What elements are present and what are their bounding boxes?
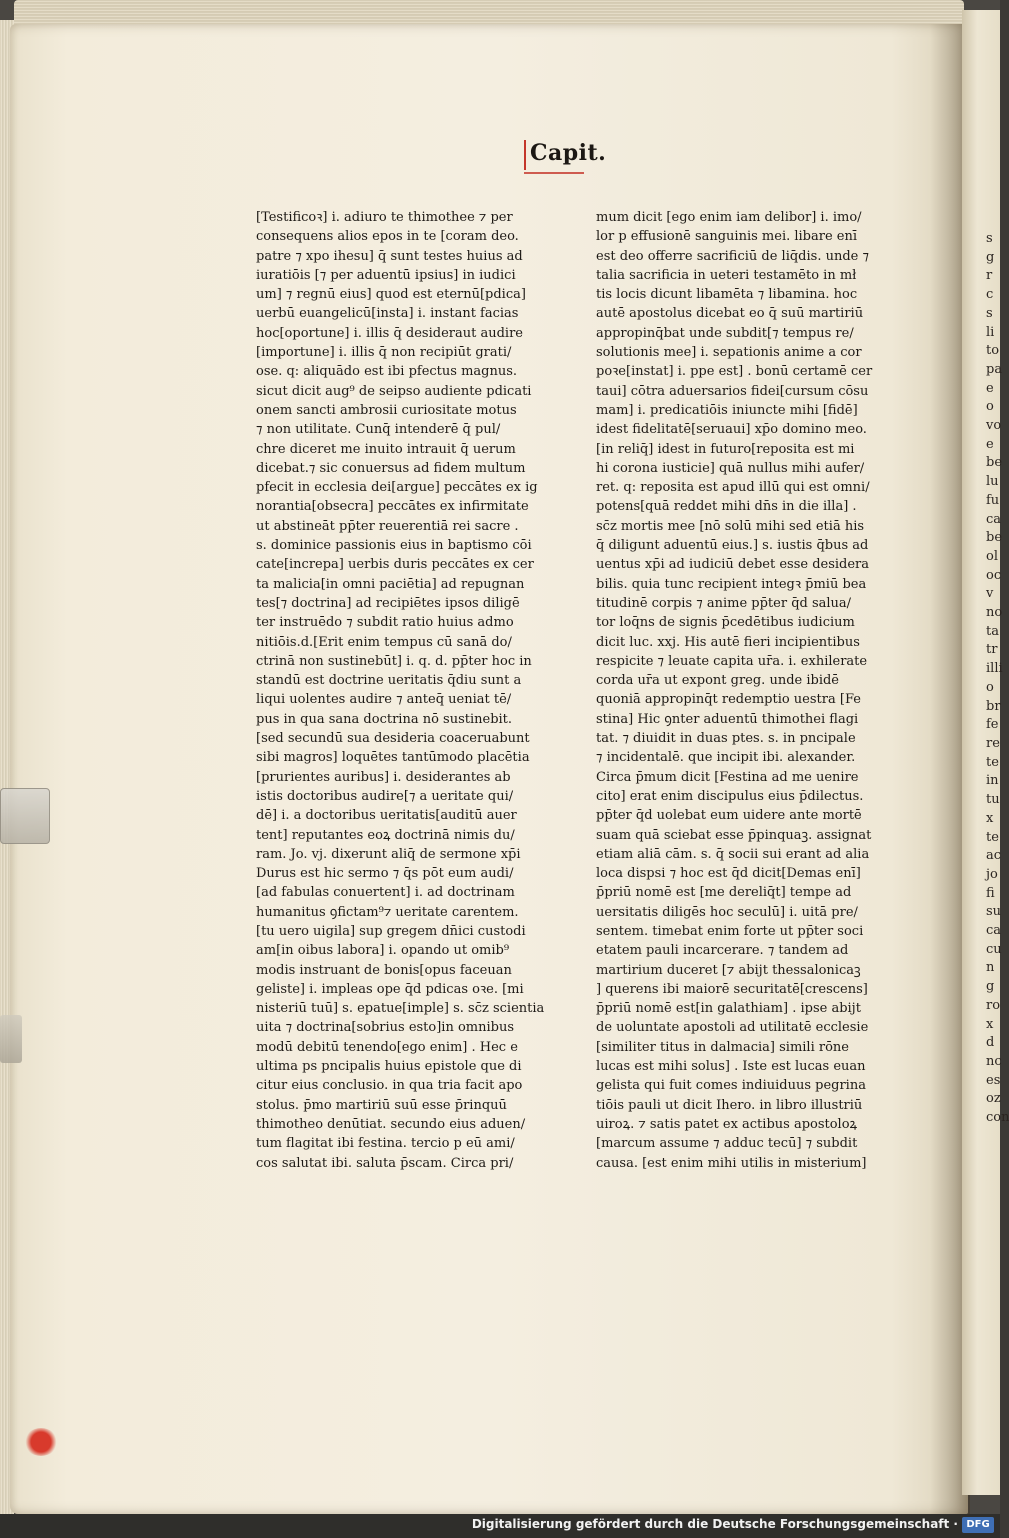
rubric-mark (524, 140, 526, 170)
facing-page-fragment: oz (986, 1091, 1001, 1107)
text-line: pus in qua sana doctrina nō sustinebit. (256, 711, 513, 727)
facing-page-fragment: vo (986, 418, 1002, 434)
text-line: [prurientes auribus] i. desiderantes ab (256, 769, 511, 785)
text-line: [Testificoꝛ] i. adiuro te thimothee ⁊ per (256, 210, 513, 225)
text-line: um] ⁊ regnū eius] quod est eternū[pdica] (256, 287, 526, 303)
text-line: nitiōis.d.[Erit enim tempus cū sanā do/ (256, 634, 512, 650)
text-line: etatem pauli incarcerare. ⁊ tandem ad (596, 943, 849, 959)
text-line: [sed secundū sua desideria coaceruabunt (256, 731, 530, 747)
text-line: dicebat.⁊ sic conuersus ad fidem multum (256, 460, 526, 476)
text-line: titudinē corpis ⁊ anime pp̄ter q̄d salua/ (596, 595, 852, 611)
text-line: gelista qui fuit comes indiuiduus pegrina (596, 1078, 866, 1094)
text-line: ter instruēdo ⁊ subdit ratio huius admo (256, 615, 514, 631)
facing-page-fragment: es (986, 1072, 1001, 1088)
facing-page-fragment: to (986, 343, 1000, 359)
text-line: ctrinā non sustinebūt] i. q. d. pp̄ter hoc in (256, 653, 532, 669)
text-line: citur eius conclusio. in qua tria facit apo (256, 1078, 523, 1094)
text-line: consequens alios epos in te [coram deo. (256, 229, 519, 245)
text-line: mum dicit [ego enim iam delibor] i. imo/ (596, 210, 862, 225)
facing-page-fragment: fe (986, 717, 999, 733)
text-line: sibi magros] loquētes tantūmodo placētia (256, 750, 530, 766)
text-line: ut abstineāt pp̄ter reuerentiā rei sacre . (256, 518, 519, 534)
facing-page-fragment: be (986, 530, 1003, 546)
text-line: corda ur̄a ut expont greg. unde ibidē (596, 673, 839, 689)
facing-page-fragment: e (986, 436, 994, 452)
text-line: tum flagitat ibi festina. tercio p eū ami/ (256, 1136, 515, 1152)
facing-page-fragment: in (986, 773, 999, 789)
facing-page-fragment: ta (986, 623, 999, 639)
text-line: solutionis mee] i. sepationis anime a cor (596, 345, 862, 361)
facing-page-fragment: cu (986, 941, 1002, 957)
facing-page-fragment: v (986, 586, 994, 602)
text-line: patre ⁊ xpo ihesu] q̄ sunt testes huius ad (256, 248, 523, 264)
facing-page-fragment: te (986, 754, 999, 770)
facing-page-fragment: be (986, 455, 1003, 471)
text-line: uersitatis diligēs hoc seculū] i. uitā pre/ (596, 904, 858, 920)
facing-page-fragment: su (986, 904, 1002, 920)
text-line: mam] i. predicatiōis iniuncte mihi [fidē] (596, 402, 858, 418)
text-line: tis locis dicunt libamēta ⁊ libamina. hoc (596, 287, 858, 303)
footer-credit: Digitalisierung gefördert durch die Deutsche Forschungsgemeinschaft · (471, 1517, 958, 1531)
text-line: dē] i. a doctoribus ueritatis[auditū auer (256, 808, 517, 824)
text-line: martirium duceret [⁊ abijt thessalonicaꝫ (596, 962, 861, 978)
text-line: stina] Hic ꝯnter aduentū thimothei flagi (596, 711, 859, 727)
facing-page-fragment: jo (986, 866, 998, 882)
text-line: standū est doctrine ueritatis q̄diu sunt a (256, 673, 522, 689)
text-line: p̄priū nomē est [me dereliq̄t] tempe ad (596, 885, 852, 901)
facing-page-fragment: g (986, 249, 995, 265)
text-line: poꝛe[instat] i. ppe est] . bonū certamē cer (596, 364, 873, 380)
facing-page-fragment: no (986, 605, 1003, 621)
text-line: q̄ diligunt aduentū eius.] s. iustis q̄bus ad (596, 538, 869, 554)
text-line: istis doctoribus audire[⁊ a ueritate qui/ (256, 788, 514, 804)
facing-page-fragment: ol (986, 548, 998, 564)
red-stain (24, 1428, 58, 1456)
text-line: modis instruant de bonis[opus faceuan (256, 962, 512, 978)
text-line: cate[increpa] uerbis duris peccātes ex cer (256, 557, 534, 573)
text-line: talia sacrificia in ueteri testamēto in mł (596, 267, 857, 283)
text-line: tor loq̄ns de signis p̄cedētibus iudicium (596, 615, 855, 631)
text-line: uita ⁊ doctrina[sobrius esto]in omnibus (256, 1020, 515, 1036)
facing-page-fragment: nc (986, 1053, 1002, 1069)
text-line: de uoluntate apostoli ad utilitatē ecclesie (596, 1020, 869, 1036)
text-line: pfecit in ecclesia dei[argue] peccātes ex ig (256, 480, 538, 496)
text-line: uerbū euangelicū[insta] i. instant facias (256, 306, 519, 322)
text-line: modū debitū tenendo[ego enim] . Hec e (256, 1039, 518, 1055)
text-line: bilis. quia tunc recipient integꝛ p̄miū bea (596, 576, 867, 592)
text-line: etiam aliā cām. s. q̄ socii sui erant ad alia (596, 846, 870, 862)
facing-page-fragment: ac (986, 848, 1002, 864)
text-line: [in reliq̄] idest in futuro[reposita est mi (596, 441, 855, 457)
facing-page-fragment: illi (986, 661, 1003, 677)
facing-page-fragment: ca (986, 511, 1002, 527)
text-column-left (256, 208, 546, 1173)
text-line: geliste] i. impleas ope q̄d pdicas oꝛe. [mi (256, 981, 524, 997)
text-line: Circa p̄mum dicit [Festina ad me uenire (596, 769, 859, 785)
facing-page-fragment: con (986, 1110, 1009, 1126)
facing-page-fragment: d (986, 1035, 995, 1051)
text-line: [ad fabulas conuertent] i. ad doctrinam (256, 885, 515, 901)
facing-page-fragment: re (986, 735, 1000, 751)
text-line: potens[quā reddet mihi dn̄s in die illa] . (596, 499, 857, 515)
text-line: [similiter titus in dalmacia] simili rōne (596, 1039, 849, 1055)
text-line: ram. Jo. vj. dixerunt aliq̄ de sermone xp̄i (256, 846, 521, 862)
text-line: iuratiōis [⁊ per aduentū ipsius] in iudici (256, 267, 516, 283)
text-line: ta malicia[in omni paciētia] ad repugnan (256, 576, 525, 592)
text-line: humanitus ꝯfictam⁹⁊ ueritate carentem. (256, 904, 519, 920)
clip-holder-lower (0, 1015, 22, 1063)
text-line: [importune] i. illis q̄ non recipiūt grati/ (256, 345, 512, 361)
facing-page-fragment: x (986, 810, 994, 826)
text-line: s. dominice passionis eius in baptismo cōi (256, 538, 532, 554)
text-column-right (596, 208, 886, 1173)
text-line: lor p effusionē sanguinis mei. libare enī (596, 229, 858, 245)
text-line: thimotheo denūtiat. secundo eius aduen/ (256, 1116, 526, 1132)
text-line: sc̄z mortis mee [nō solū mihi sed etiā his (596, 518, 865, 534)
facing-page-fragment: oc (986, 567, 1002, 583)
facing-page-fragment: e (986, 380, 994, 396)
facing-page-fragment: x (986, 1016, 994, 1032)
text-line: p̄priū nomē est[in galathiam] . ipse abijt (596, 1001, 861, 1017)
facing-page-fragment: o (986, 679, 994, 695)
text-line: loca dispsi ⁊ hoc est q̄d dicit[Demas enī] (596, 866, 861, 882)
text-line: hoc[oportune] i. illis q̄ desideraut audire (256, 325, 523, 341)
clip-holder (0, 788, 50, 844)
facing-page-fragment: r (986, 268, 993, 284)
text-line: sicut dicit aug⁹ de seipso audiente pdicati (256, 383, 532, 399)
facing-page-fragment: tu (986, 792, 1000, 808)
text-line: liqui uolentes audire ⁊ anteq̄ ueniat tē/ (256, 692, 512, 708)
facing-page-fragment: c (986, 287, 994, 303)
facing-page-fragment: ro (986, 997, 1001, 1013)
facing-page-fragment: o (986, 399, 994, 415)
text-line: ⁊ incidentalē. que incipit ibi. alexander. (596, 750, 856, 766)
text-line: lucas est mihi solus] . Iste est lucas euan (596, 1059, 866, 1075)
text-line: est deo offerre sacrificiū de liq̄dis. unde ⁊ (596, 248, 869, 264)
facing-page-fragment: n (986, 960, 995, 976)
facing-page-fragment: br (986, 698, 1001, 714)
facing-page-fragment: li (986, 324, 995, 340)
text-line: appropinq̄bat unde subdit[⁊ tempus re/ (596, 325, 854, 341)
facing-page-fragment: s (986, 305, 993, 321)
text-line: norantia[obsecra] peccātes ex infirmitate (256, 499, 529, 515)
text-line: tat. ⁊ diuidit in duas ptes. s. in pncipale (596, 731, 856, 747)
text-line: causa. [est enim mihi utilis in misterium] (596, 1155, 867, 1171)
text-line: [tu uero uigila] sup gregem dn̄ici custodi (256, 923, 526, 939)
text-line: quoniā appropinq̄t redemptio uestra [Fe (596, 692, 861, 708)
text-line: onem sancti ambrosii curiositate motus (256, 402, 517, 418)
text-line: chre diceret me inuito intrauit q̄ uerum (256, 441, 516, 457)
text-line: uentus xp̄i ad iudiciū debet esse desidera (596, 557, 870, 573)
text-line: am[in oibus labora] i. opando ut omib⁹ (256, 943, 510, 959)
facing-page-text (986, 230, 1009, 1128)
text-line: cos salutat ibi. saluta p̄scam. Circa pri/ (256, 1155, 514, 1171)
text-line: tes[⁊ doctrina] ad recipiētes ipsos diligē (256, 595, 520, 611)
text-line: dicit luc. xxj. His autē fieri incipientibus (596, 634, 860, 650)
text-line: respicite ⁊ leuate capita ur̄a. i. exhilerate (596, 653, 868, 669)
text-line: cito] erat enim discipulus eius p̄dilectus. (596, 788, 864, 804)
text-line: pp̄ter q̄d uolebat eum uidere ante mortē (596, 808, 862, 824)
facing-page-fragment: te (986, 829, 999, 845)
text-line: tiōis pauli ut dicit Ihero. in libro illustriū (596, 1097, 863, 1113)
text-line: hi corona iusticie] quā nullus mihi aufer/ (596, 460, 865, 476)
facing-page-fragment: pa (986, 361, 1003, 377)
dfg-logo: DFG (962, 1517, 994, 1533)
text-line: taui] cōtra aduersarios fidei[cursum cōsu (596, 383, 869, 399)
text-line: sentem. timebat enim forte ut pp̄ter soci (596, 923, 864, 939)
text-line: tent] reputantes eoꝝ doctrinā nimis du/ (256, 827, 515, 843)
text-line: nisteriū tuū] s. epatue[imple] s. sc̄z scientia (256, 1001, 545, 1017)
text-line: ⁊ non utilitate. Cunq̄ intenderē q̄ pul/ (256, 422, 501, 438)
facing-page-fragment: tr (986, 642, 998, 658)
chapter-heading: Capit. (530, 140, 607, 166)
facing-page-fragment: fi (986, 885, 995, 901)
facing-page-fragment: g (986, 979, 995, 995)
facing-page-fragment: ca (986, 923, 1002, 939)
text-line: uiroꝝ. ⁊ satis patet ex actibus apostoloꝝ (596, 1116, 858, 1132)
text-line: stolus. p̄mo martiriū suū esse p̄rinquū (256, 1097, 507, 1113)
text-line: ultima ps pncipalis huius epistole que di (256, 1059, 522, 1075)
facing-page-fragment: fu (986, 492, 1000, 508)
text-line: idest fidelitatē[seruaui] xp̄o domino meo. (596, 422, 867, 438)
text-line: ret. q: reposita est apud illū qui est omni/ (596, 480, 870, 496)
text-line: [marcum assume ⁊ adduc tecū] ⁊ subdit (596, 1136, 858, 1152)
text-line: Durus est hic sermo ⁊ q̄s pōt eum audi/ (256, 866, 514, 882)
text-line: autē apostolus dicebat eo q̄ suū martiriū (596, 306, 864, 322)
text-line: ose. q: aliquādo est ibi pfectus magnus. (256, 364, 518, 380)
text-line: ] querens ibi maiorē securitatē[crescens] (596, 981, 868, 997)
facing-page-fragment: s (986, 231, 993, 246)
text-line: suam quā sciebat esse p̄pinquaꝫ. assignat (596, 827, 872, 843)
facing-page-fragment: lu (986, 474, 999, 490)
